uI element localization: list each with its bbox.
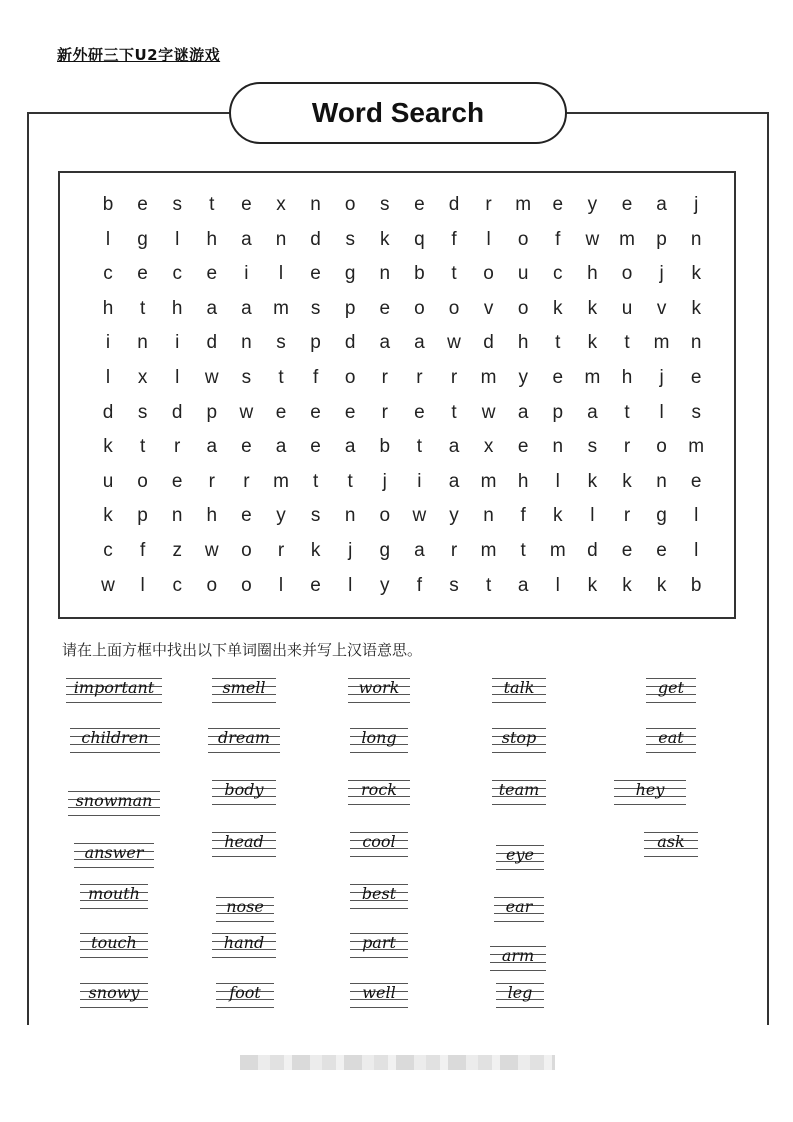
grid-letter[interactable]: m: [653, 332, 670, 354]
word-leg: leg: [496, 980, 544, 1010]
grid-letter[interactable]: f: [312, 367, 319, 388]
grid-letter[interactable]: e: [379, 297, 391, 319]
grid-letter[interactable]: s: [380, 194, 390, 215]
word-ask: ask: [644, 829, 698, 859]
grid-letter[interactable]: o: [241, 540, 252, 561]
word-hey: hey: [614, 777, 686, 807]
grid-letter[interactable]: r: [243, 470, 250, 492]
grid-letter[interactable]: a: [414, 332, 425, 354]
grid-letter[interactable]: r: [277, 540, 285, 561]
grid-letter[interactable]: f: [555, 228, 561, 250]
word-stop: stop: [492, 725, 546, 755]
blurred-footer: [240, 1055, 555, 1070]
grid-letter[interactable]: w: [447, 332, 461, 354]
grid-letter[interactable]: k: [691, 297, 701, 319]
grid-letter[interactable]: n: [483, 505, 494, 527]
grid-letter[interactable]: y: [380, 574, 390, 596]
grid-letter[interactable]: e: [310, 436, 321, 458]
grid-letter[interactable]: f: [451, 228, 457, 250]
grid-letter[interactable]: n: [379, 263, 391, 285]
grid-row: [60, 259, 734, 289]
grid-letter[interactable]: u: [102, 470, 114, 492]
grid-letter[interactable]: t: [139, 297, 146, 319]
grid-letter[interactable]: m: [480, 540, 497, 561]
grid-letter[interactable]: e: [206, 263, 218, 285]
grid-letter[interactable]: a: [275, 436, 287, 458]
grid-letter[interactable]: o: [517, 228, 529, 250]
word-head: head: [212, 829, 276, 859]
grid-letter[interactable]: d: [483, 332, 494, 354]
grid-letter[interactable]: i: [175, 332, 180, 354]
grid-letter[interactable]: d: [102, 401, 114, 423]
grid-letter[interactable]: c: [553, 263, 563, 285]
grid-letter[interactable]: g: [379, 540, 391, 561]
grid-letter[interactable]: f: [520, 505, 526, 527]
grid-letter[interactable]: o: [414, 297, 425, 319]
grid-letter[interactable]: j: [694, 194, 699, 215]
grid-letter[interactable]: b: [414, 263, 425, 285]
grid-letter[interactable]: y: [518, 367, 528, 388]
word-work: work: [348, 675, 410, 705]
grid-row: [60, 225, 734, 255]
grid-letter[interactable]: e: [656, 540, 667, 561]
grid-letter[interactable]: k: [553, 505, 563, 527]
word-search-grid: [58, 171, 736, 619]
grid-letter[interactable]: e: [414, 401, 425, 423]
grid-row: [60, 328, 734, 358]
grid-letter[interactable]: a: [448, 470, 460, 492]
puzzle-title-banner: [229, 82, 567, 144]
grid-letter[interactable]: s: [276, 332, 286, 354]
grid-letter[interactable]: f: [416, 574, 423, 596]
grid-letter[interactable]: j: [382, 470, 387, 492]
word-ear: ear: [494, 894, 544, 924]
grid-letter[interactable]: o: [137, 470, 148, 492]
grid-letter[interactable]: s: [241, 367, 252, 388]
grid-letter[interactable]: a: [448, 436, 460, 458]
grid-letter[interactable]: x: [276, 194, 286, 215]
grid-letter[interactable]: n: [275, 228, 287, 250]
grid-letter[interactable]: r: [485, 194, 492, 215]
grid-letter[interactable]: h: [517, 332, 529, 354]
word-rock: rock: [348, 777, 410, 807]
word-dream: dream: [208, 725, 280, 755]
grid-letter[interactable]: d: [448, 194, 460, 215]
grid-letter[interactable]: a: [206, 297, 218, 319]
grid-letter[interactable]: o: [344, 367, 356, 388]
grid-letter[interactable]: k: [380, 228, 390, 250]
word-mouth: mouth: [80, 881, 148, 911]
word-important: important: [66, 675, 162, 705]
grid-letter[interactable]: k: [103, 436, 113, 458]
grid-letter[interactable]: e: [310, 401, 321, 423]
grid-letter[interactable]: n: [690, 332, 702, 354]
grid-letter[interactable]: k: [587, 332, 598, 354]
grid-letter[interactable]: h: [206, 505, 218, 527]
grid-letter[interactable]: s: [587, 436, 598, 458]
grid-letter[interactable]: t: [347, 470, 353, 492]
grid-letter[interactable]: g: [656, 505, 667, 527]
grid-letter[interactable]: d: [310, 228, 321, 250]
grid-letter[interactable]: s: [137, 401, 148, 423]
word-eat: eat: [646, 725, 696, 755]
grid-letter[interactable]: l: [694, 505, 699, 527]
grid-letter[interactable]: u: [621, 297, 633, 319]
grid-row: [60, 467, 734, 497]
grid-letter[interactable]: i: [244, 263, 249, 285]
word-foot: foot: [216, 980, 274, 1010]
grid-letter[interactable]: p: [206, 401, 218, 423]
grid-letter[interactable]: j: [348, 540, 353, 561]
grid-letter[interactable]: a: [517, 401, 529, 423]
grid-letter[interactable]: r: [381, 367, 388, 388]
grid-letter[interactable]: w: [412, 505, 427, 527]
grid-letter[interactable]: j: [659, 367, 664, 388]
grid-letter[interactable]: l: [140, 574, 145, 596]
grid-letter[interactable]: l: [175, 367, 180, 388]
grid-letter[interactable]: l: [105, 367, 111, 388]
grid-letter[interactable]: o: [621, 263, 633, 285]
grid-letter[interactable]: z: [172, 540, 182, 561]
grid-letter[interactable]: a: [656, 194, 667, 215]
grid-letter[interactable]: e: [310, 574, 321, 596]
grid-letter[interactable]: t: [624, 401, 630, 423]
word-talk: talk: [492, 675, 546, 705]
grid-letter[interactable]: r: [623, 436, 631, 458]
grid-letter[interactable]: c: [172, 263, 182, 285]
grid-letter[interactable]: t: [312, 470, 319, 492]
grid-letter[interactable]: n: [690, 228, 702, 250]
word-snowy: snowy: [80, 980, 148, 1010]
grid-letter[interactable]: n: [344, 505, 356, 527]
document-title: 新外研三下U2字谜游戏: [57, 46, 221, 64]
grid-letter[interactable]: x: [483, 436, 494, 458]
word-children: children: [70, 725, 160, 755]
grid-letter[interactable]: n: [310, 194, 321, 215]
grid-letter[interactable]: h: [517, 470, 529, 492]
grid-letter[interactable]: e: [690, 470, 702, 492]
grid-letter[interactable]: k: [587, 470, 598, 492]
grid-letter[interactable]: l: [278, 263, 284, 285]
grid-letter[interactable]: l: [348, 574, 353, 596]
grid-letter[interactable]: l: [486, 228, 491, 250]
grid-letter[interactable]: h: [102, 297, 114, 319]
grid-letter[interactable]: y: [587, 194, 598, 215]
grid-letter[interactable]: k: [553, 297, 563, 319]
grid-letter[interactable]: k: [310, 540, 321, 561]
grid-letter[interactable]: k: [622, 574, 632, 596]
grid-letter[interactable]: b: [690, 574, 702, 596]
grid-letter[interactable]: n: [656, 470, 667, 492]
word-best: best: [350, 881, 408, 911]
grid-letter[interactable]: r: [381, 401, 388, 423]
grid-letter[interactable]: e: [621, 194, 633, 215]
grid-letter[interactable]: e: [552, 367, 564, 388]
grid-row: [60, 190, 734, 220]
instruction-text: 请在上面方框中找出以下单词圈出来并写上汉语意思。: [62, 641, 423, 659]
grid-letter[interactable]: e: [517, 436, 529, 458]
grid-letter[interactable]: h: [621, 367, 633, 388]
grid-letter[interactable]: a: [241, 228, 252, 250]
word-long: long: [350, 725, 408, 755]
grid-letter[interactable]: o: [448, 297, 460, 319]
grid-letter[interactable]: s: [691, 401, 701, 423]
grid-letter[interactable]: k: [691, 263, 701, 285]
grid-letter[interactable]: s: [310, 297, 321, 319]
grid-letter[interactable]: w: [204, 367, 219, 388]
grid-letter[interactable]: o: [344, 194, 356, 215]
grid-letter[interactable]: y: [276, 505, 286, 527]
grid-letter[interactable]: r: [208, 470, 215, 492]
grid-letter[interactable]: t: [555, 332, 561, 354]
grid-letter[interactable]: h: [171, 297, 183, 319]
grid-letter[interactable]: g: [137, 228, 148, 250]
grid-letter[interactable]: s: [172, 194, 182, 215]
grid-letter[interactable]: b: [102, 194, 114, 215]
grid-letter[interactable]: t: [520, 540, 526, 561]
grid-letter[interactable]: l: [555, 470, 560, 492]
grid-letter[interactable]: m: [480, 367, 497, 388]
grid-letter[interactable]: o: [483, 263, 494, 285]
grid-letter[interactable]: t: [485, 574, 492, 596]
word-answer: answer: [74, 840, 154, 870]
grid-row: [60, 571, 734, 601]
grid-letter[interactable]: i: [417, 470, 422, 492]
grid-letter[interactable]: s: [449, 574, 459, 596]
grid-letter[interactable]: k: [622, 470, 632, 492]
grid-letter[interactable]: p: [552, 401, 564, 423]
grid-letter[interactable]: r: [450, 540, 458, 561]
grid-letter[interactable]: n: [241, 332, 252, 354]
grid-letter[interactable]: o: [379, 505, 391, 527]
grid-letter[interactable]: l: [105, 228, 111, 250]
grid-letter[interactable]: p: [344, 297, 356, 319]
grid-letter[interactable]: k: [587, 574, 598, 596]
grid-letter[interactable]: t: [624, 332, 630, 354]
grid-letter[interactable]: t: [209, 194, 215, 215]
grid-letter[interactable]: v: [656, 297, 667, 319]
grid-letter[interactable]: x: [137, 367, 148, 388]
grid-row: [60, 536, 734, 566]
grid-letter[interactable]: k: [103, 505, 113, 527]
grid-letter[interactable]: a: [206, 436, 218, 458]
grid-letter[interactable]: m: [273, 470, 289, 492]
grid-letter[interactable]: s: [345, 228, 355, 250]
grid-letter[interactable]: a: [344, 436, 356, 458]
grid-letter[interactable]: p: [656, 228, 667, 250]
puzzle-title: Word Search: [311, 97, 485, 128]
grid-letter[interactable]: l: [555, 574, 560, 596]
grid-letter[interactable]: w: [239, 401, 254, 423]
grid-letter[interactable]: e: [137, 194, 148, 215]
grid-letter[interactable]: d: [206, 332, 218, 354]
grid-letter[interactable]: v: [483, 297, 494, 319]
grid-letter[interactable]: h: [587, 263, 598, 285]
grid-letter[interactable]: o: [517, 297, 529, 319]
word-eye: eye: [496, 842, 544, 872]
word-team: team: [492, 777, 546, 807]
grid-letter[interactable]: m: [584, 367, 601, 388]
grid-letter[interactable]: n: [171, 505, 183, 527]
grid-letter[interactable]: w: [204, 540, 219, 561]
grid-letter[interactable]: a: [517, 574, 529, 596]
grid-letter[interactable]: o: [656, 436, 667, 458]
grid-letter[interactable]: g: [344, 263, 356, 285]
word-nose: nose: [216, 894, 274, 924]
grid-letter[interactable]: o: [206, 574, 218, 596]
grid-letter[interactable]: b: [379, 436, 391, 458]
grid-letter[interactable]: e: [171, 470, 183, 492]
grid-letter[interactable]: e: [241, 436, 252, 458]
grid-letter[interactable]: j: [659, 263, 664, 285]
grid-letter[interactable]: c: [103, 263, 113, 285]
grid-letter[interactable]: d: [344, 332, 356, 354]
grid-letter[interactable]: t: [278, 367, 284, 388]
grid-letter[interactable]: a: [587, 401, 598, 423]
grid-letter[interactable]: w: [585, 228, 600, 250]
grid-letter[interactable]: k: [656, 574, 667, 596]
grid-letter[interactable]: e: [137, 263, 148, 285]
grid-letter[interactable]: l: [694, 540, 699, 561]
grid-letter[interactable]: m: [549, 540, 566, 561]
word-hand: hand: [212, 930, 276, 960]
grid-row: [60, 294, 734, 324]
grid-letter[interactable]: n: [137, 332, 148, 354]
grid-letter[interactable]: a: [241, 297, 252, 319]
grid-letter[interactable]: r: [623, 505, 631, 527]
grid-letter[interactable]: a: [414, 540, 425, 561]
grid-letter[interactable]: m: [273, 297, 289, 319]
word-touch: touch: [80, 930, 148, 960]
grid-letter[interactable]: m: [619, 228, 635, 250]
grid-letter[interactable]: t: [451, 263, 457, 285]
grid-row: [60, 363, 734, 393]
word-cool: cool: [350, 829, 408, 859]
grid-letter[interactable]: e: [414, 194, 425, 215]
grid-letter[interactable]: t: [139, 436, 146, 458]
word-arm: arm: [490, 943, 546, 973]
grid-letter[interactable]: e: [275, 401, 287, 423]
grid-letter[interactable]: h: [206, 228, 218, 250]
grid-letter[interactable]: e: [241, 505, 252, 527]
grid-letter[interactable]: q: [414, 228, 425, 250]
grid-letter[interactable]: o: [241, 574, 252, 596]
grid-letter[interactable]: l: [278, 574, 284, 596]
grid-letter[interactable]: t: [416, 436, 423, 458]
grid-letter[interactable]: c: [172, 574, 182, 596]
grid-letter[interactable]: p: [310, 332, 321, 354]
word-get: get: [646, 675, 696, 705]
grid-row: [60, 432, 734, 462]
grid-letter[interactable]: e: [344, 401, 356, 423]
grid-letter[interactable]: l: [175, 228, 180, 250]
grid-letter[interactable]: e: [621, 540, 633, 561]
grid-letter[interactable]: w: [101, 574, 115, 596]
grid-letter[interactable]: m: [688, 436, 705, 458]
grid-letter[interactable]: l: [590, 505, 595, 527]
grid-row: [60, 501, 734, 531]
grid-letter[interactable]: e: [241, 194, 252, 215]
grid-letter[interactable]: l: [659, 401, 664, 423]
word-part: part: [350, 930, 408, 960]
grid-letter[interactable]: s: [310, 505, 321, 527]
grid-letter[interactable]: p: [137, 505, 148, 527]
grid-letter[interactable]: a: [379, 332, 391, 354]
grid-letter[interactable]: d: [587, 540, 598, 561]
grid-letter[interactable]: r: [416, 367, 423, 388]
grid-letter[interactable]: c: [103, 540, 113, 561]
grid-letter[interactable]: f: [139, 540, 146, 561]
grid-letter[interactable]: r: [450, 367, 458, 388]
grid-letter[interactable]: t: [451, 401, 457, 423]
grid-row: [60, 398, 734, 428]
word-smell: smell: [212, 675, 276, 705]
grid-letter[interactable]: y: [449, 505, 459, 527]
grid-letter[interactable]: w: [481, 401, 496, 423]
grid-letter[interactable]: e: [690, 367, 702, 388]
word-well: well: [350, 980, 408, 1010]
grid-letter[interactable]: m: [515, 194, 532, 215]
grid-letter[interactable]: u: [517, 263, 529, 285]
grid-letter[interactable]: r: [174, 436, 181, 458]
grid-letter[interactable]: d: [171, 401, 183, 423]
grid-letter[interactable]: i: [105, 332, 111, 354]
grid-letter[interactable]: m: [480, 470, 497, 492]
grid-letter[interactable]: e: [310, 263, 321, 285]
word-snowman: snowman: [68, 788, 160, 818]
word-body: body: [212, 777, 276, 807]
grid-letter[interactable]: e: [552, 194, 564, 215]
grid-letter[interactable]: k: [587, 297, 598, 319]
grid-letter[interactable]: n: [552, 436, 564, 458]
